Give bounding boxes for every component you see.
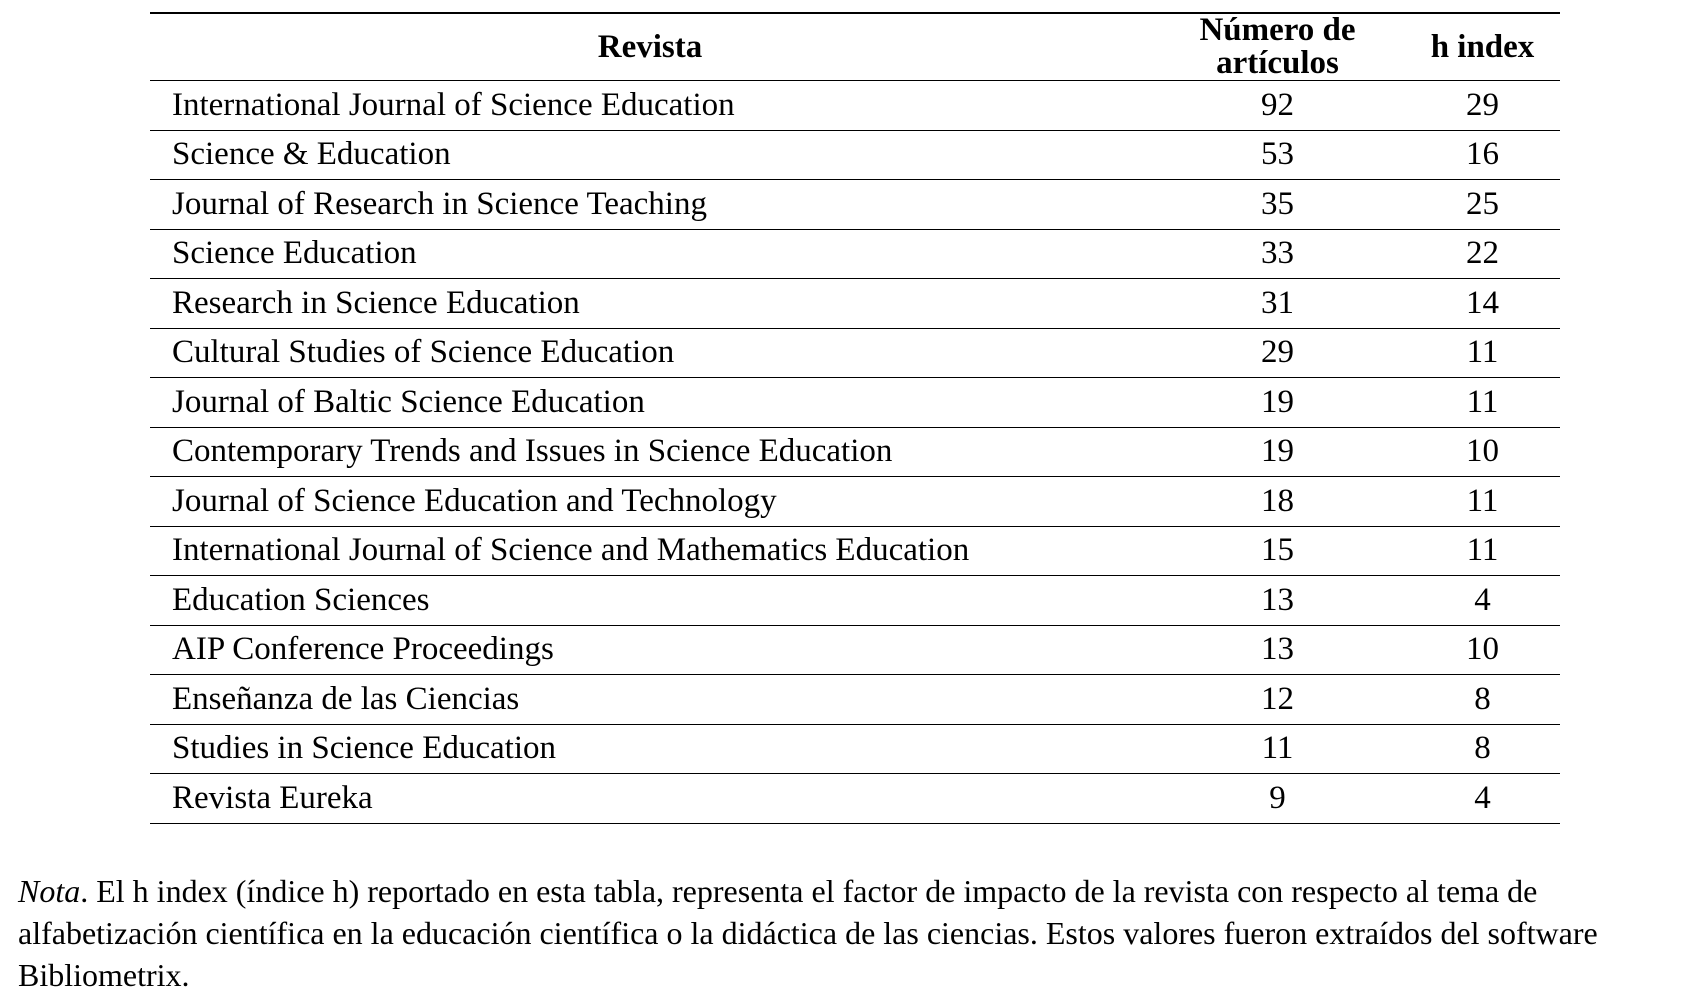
cell-articulos: 19 <box>1150 378 1405 428</box>
table-row <box>150 378 1560 428</box>
table-row <box>150 130 1560 180</box>
table-row <box>150 675 1560 725</box>
cell-h-index: 14 <box>1405 279 1560 329</box>
table-row <box>150 526 1560 576</box>
cell-articulos: 31 <box>1150 279 1405 329</box>
header-articulos: Número de artículos <box>1150 13 1405 81</box>
cell-h-index: 4 <box>1405 576 1560 626</box>
cell-articulos: 12 <box>1150 675 1405 725</box>
cell-revista: Contemporary Trends and Issues in Science Education <box>150 427 1150 477</box>
cell-articulos: 18 <box>1150 477 1405 527</box>
cell-revista: Journal of Baltic Science Education <box>150 378 1150 428</box>
cell-articulos: 33 <box>1150 229 1405 279</box>
cell-revista: International Journal of Science Education <box>150 81 1150 131</box>
cell-revista: Studies in Science Education <box>150 724 1150 774</box>
cell-h-index: 11 <box>1405 526 1560 576</box>
table-body <box>150 81 1560 824</box>
table-row <box>150 625 1560 675</box>
table-row <box>150 81 1560 131</box>
cell-revista: Science & Education <box>150 130 1150 180</box>
cell-revista: AIP Conference Proceedings <box>150 625 1150 675</box>
header-row <box>150 13 1560 81</box>
cell-h-index: 22 <box>1405 229 1560 279</box>
cell-revista: Education Sciences <box>150 576 1150 626</box>
cell-articulos: 19 <box>1150 427 1405 477</box>
cell-h-index: 8 <box>1405 675 1560 725</box>
table-row <box>150 229 1560 279</box>
cell-articulos: 13 <box>1150 576 1405 626</box>
cell-revista: Journal of Research in Science Teaching <box>150 180 1150 230</box>
cell-h-index: 11 <box>1405 328 1560 378</box>
cell-h-index: 11 <box>1405 378 1560 428</box>
cell-revista: Science Education <box>150 229 1150 279</box>
table-row <box>150 576 1560 626</box>
table-row <box>150 328 1560 378</box>
cell-articulos: 92 <box>1150 81 1405 131</box>
cell-h-index: 29 <box>1405 81 1560 131</box>
table-row <box>150 427 1560 477</box>
table-row <box>150 180 1560 230</box>
cell-h-index: 8 <box>1405 724 1560 774</box>
table-row <box>150 477 1560 527</box>
cell-articulos: 9 <box>1150 774 1405 824</box>
cell-h-index: 11 <box>1405 477 1560 527</box>
table-note <box>18 870 1698 996</box>
journal-table-container <box>150 12 1560 824</box>
note-text: . El h index (índice h) reportado en esta tabla, representa el factor de impacto de la revista con respecto al tema de alfabetización científica en la educación científica o la didáctica de las ciencias. Estos valores fueron extraídos del software Bibliometrix. <box>18 873 1598 993</box>
note-label: Nota <box>18 873 81 909</box>
cell-revista: Cultural Studies of Science Education <box>150 328 1150 378</box>
cell-h-index: 10 <box>1405 625 1560 675</box>
header-revista: Revista <box>150 13 1150 81</box>
cell-articulos: 53 <box>1150 130 1405 180</box>
table-row <box>150 724 1560 774</box>
journal-table <box>150 12 1560 824</box>
table-row <box>150 774 1560 824</box>
cell-revista: International Journal of Science and Mathematics Education <box>150 526 1150 576</box>
cell-revista: Journal of Science Education and Technology <box>150 477 1150 527</box>
cell-h-index: 16 <box>1405 130 1560 180</box>
cell-h-index: 25 <box>1405 180 1560 230</box>
cell-articulos: 35 <box>1150 180 1405 230</box>
cell-revista: Revista Eureka <box>150 774 1150 824</box>
cell-h-index: 10 <box>1405 427 1560 477</box>
cell-articulos: 13 <box>1150 625 1405 675</box>
cell-h-index: 4 <box>1405 774 1560 824</box>
cell-revista: Enseñanza de las Ciencias <box>150 675 1150 725</box>
cell-articulos: 15 <box>1150 526 1405 576</box>
table-header <box>150 13 1560 81</box>
header-h-index: h index <box>1405 13 1560 81</box>
cell-articulos: 11 <box>1150 724 1405 774</box>
cell-revista: Research in Science Education <box>150 279 1150 329</box>
cell-articulos: 29 <box>1150 328 1405 378</box>
table-row <box>150 279 1560 329</box>
